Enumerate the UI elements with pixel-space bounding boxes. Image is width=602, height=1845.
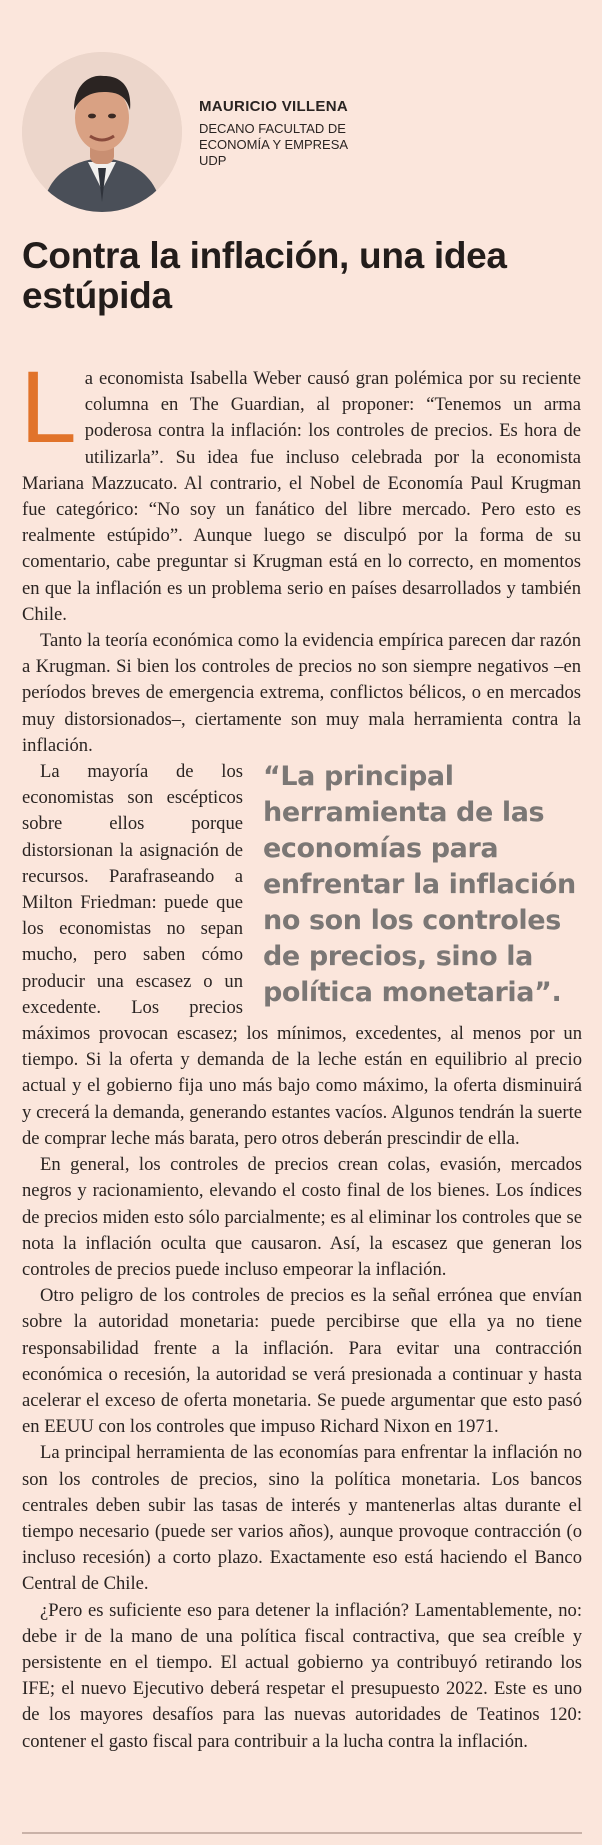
- article-paragraph: La principal herramienta de las economías para enfrentar la inflación no son los controles de precios, sino la política monetaria. Los bancos centrales deben subir las tasas de interés y mantenerlas altas durante el tiempo necesario (puede ser varios años), aunque provoque contracción (o incluso recesión) a corto plazo. Exactamente eso está haciendo el Banco Central de Chile.: [22, 1442, 582, 1595]
- author-header: [22, 52, 582, 212]
- article-paragraph: Otro peligro de los controles de precios es la señal errónea que envían sobre la autoridad monetaria: puede percibirse que ella ya no tiene responsabilidad frente a la inflación. Para evitar una contracción económica o recesión, la autoridad se verá presionada a continuar y hasta acelerar el exceso de oferta monetaria. Se puede argumentar que esto pasó en EEUU con los controles que impuso Richard Nixon en 1971.: [22, 1285, 582, 1438]
- paragraph-text: a economista Isabella Weber causó gran polémica por su reciente columna en The Guardian, al proponer: “Tenemos un arma poderosa contra la inflación: los controles de precios. Es hora de utilizarla”. Su idea fue incluso celebrada por la economista Mariana Mazzucato. Al contrario, el Nobel de Economía Paul Krugman fue categórico: “No soy un fanático del libre mercado. Pero esto es realmente estúpido”. Aunque luego se disculpó por la forma de su comentario, cabe preguntar si Krugman está en lo correcto, en momentos en que la inflación es un problema serio en países desarrollados y también Chile.: [22, 368, 581, 625]
- article-paragraph: ¿Pero es suficiente eso para detener la inflación? Lamentablemente, no: debe ir de la mano de una política fiscal contractiva, que sea creíble y persistente en el tiempo. El actual gobierno ya contribuyó retirando los IFE; el nuevo Ejecutivo deberá respetar el presupuesto 2022. Este es uno de los mayores desafíos para las nuevas autoridades de Teatinos 120: contener el gasto fiscal para contribuir a la lucha contra la inflación.: [22, 1599, 582, 1752]
- author-photo: [22, 52, 182, 212]
- paragraph-text: La mayoría de los economistas son escépticos sobre ellos porque distorsionan la asignación de recursos. Parafraseando a Milton Friedman: puede que los economistas no sepan mucho, pero saben cómo producir una escasez o un excedente. Los precios máximos provocan escasez; los mínimos, excedentes, al menos por un tiempo. Si la oferta y demanda de la leche están en equilibrio al precio actual y el gobierno fija uno más bajo como máximo, la oferta disminuirá y crecerá la demanda, generando estantes vacíos. Algunos tendrán la suerte de comprar leche más barata, pero otros deberán prescindir de ella.: [22, 761, 582, 1149]
- author-info: [199, 98, 348, 169]
- article-paragraph: [22, 759, 582, 1152]
- article-paragraph: En general, los controles de precios crean colas, evasión, mercados negros y racionamiento, elevando el costo final de los bienes. Los índices de precios miden esto sólo parcialmente; es al eliminar los controles que se nota la inflación oculta que causaron. Así, la escasez que generan los controles de precios puede incluso empeorar la inflación.: [22, 1154, 582, 1280]
- author-portrait-image: [22, 52, 182, 212]
- article-title: Contra la inflación, una idea estúpida: [22, 235, 507, 316]
- author-name: MAURICIO VILLENA: [199, 98, 348, 115]
- drop-cap: L: [20, 350, 77, 464]
- bottom-divider: [22, 1832, 582, 1834]
- article-body: [20, 350, 582, 1755]
- author-role: DECANO FACULTAD DE ECONOMÍA Y EMPRESA UDP: [199, 121, 349, 168]
- pullquote-spacer: [581, 366, 582, 910]
- article-paragraph: Tanto la teoría económica como la evidencia empírica parecen dar razón a Krugman. Si bien los controles de precios no son siempre negativos –en períodos breves de emergencia extrema, conflictos bélicos, o en mercados muy distorsionados–, ciertamente son muy mala herramienta contra la inflación.: [22, 630, 581, 756]
- article-paragraph: [20, 350, 582, 628]
- pull-quote: “La principal herramienta de las economías para enfrentar la inflación no son los controles de precios, sino la política monetaria”.: [263, 761, 576, 1009]
